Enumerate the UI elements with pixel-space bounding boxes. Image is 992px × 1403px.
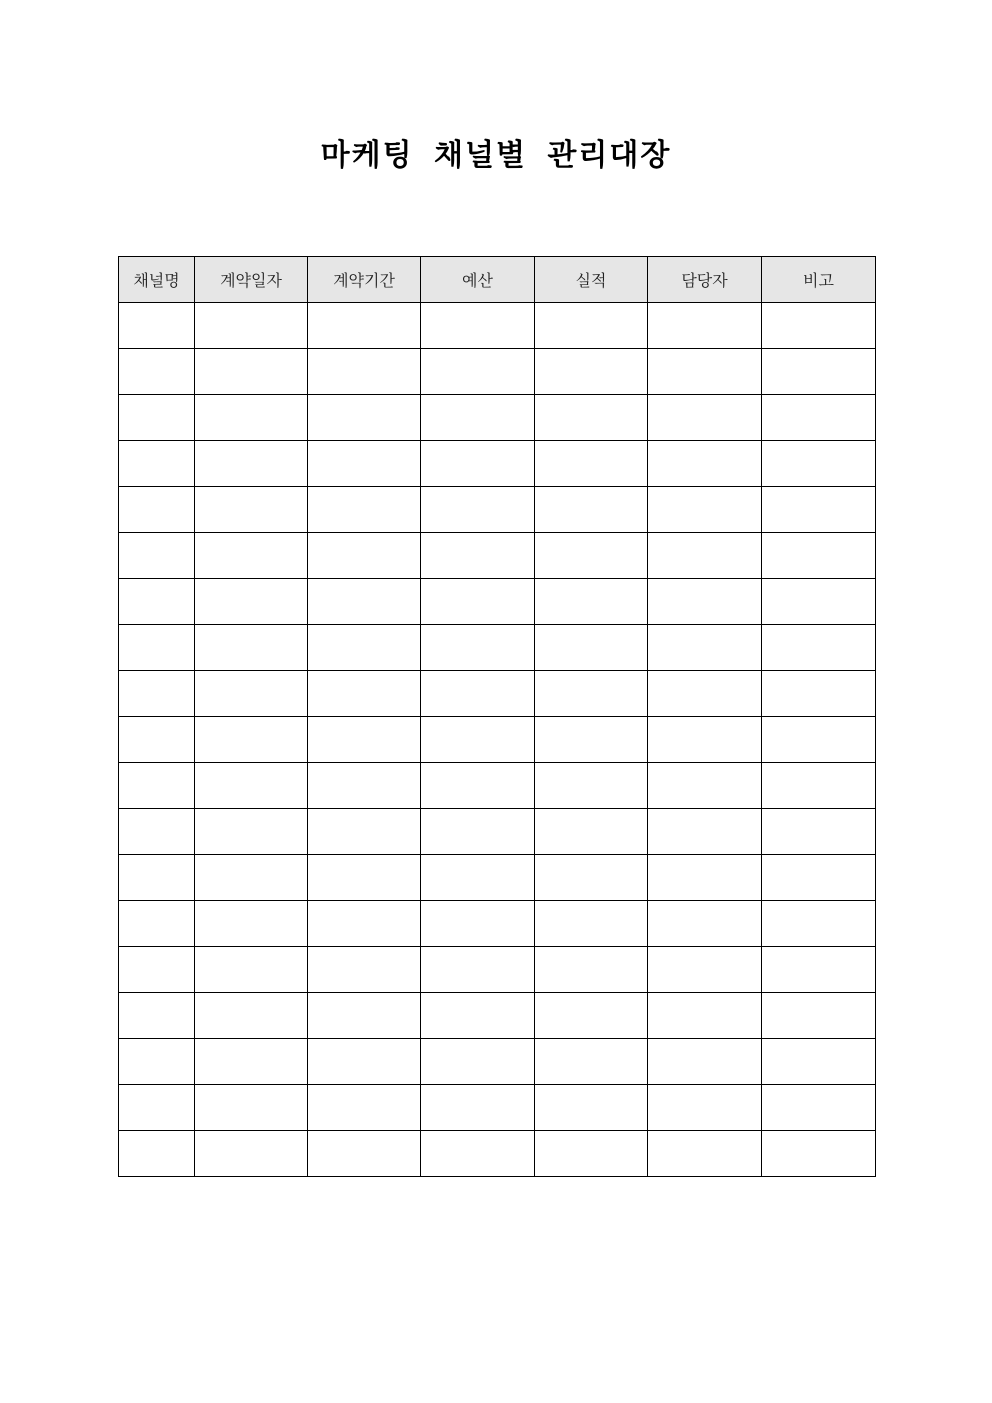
table-cell-manager[interactable]	[648, 809, 762, 855]
page-title: 마케팅 채널별 관리대장	[320, 138, 672, 173]
table-row	[119, 533, 876, 579]
table-row	[119, 993, 876, 1039]
table-cell-contract-date[interactable]	[195, 717, 308, 763]
table-cell-contract-date[interactable]	[195, 993, 308, 1039]
table-cell-performance[interactable]	[535, 533, 648, 579]
table-cell-manager[interactable]	[648, 579, 762, 625]
header-row	[119, 257, 876, 303]
table-cell-budget[interactable]	[421, 441, 535, 487]
table-row	[119, 763, 876, 809]
table-cell-manager[interactable]	[648, 993, 762, 1039]
table-cell-contract-period[interactable]	[308, 303, 421, 349]
table-row	[119, 855, 876, 901]
table-cell-contract-date[interactable]	[195, 763, 308, 809]
table-row	[119, 579, 876, 625]
table-row	[119, 901, 876, 947]
table-row	[119, 625, 876, 671]
table-row	[119, 303, 876, 349]
table-cell-contract-period[interactable]	[308, 533, 421, 579]
table-row	[119, 947, 876, 993]
table-cell-budget[interactable]	[421, 349, 535, 395]
table-cell-performance[interactable]	[535, 487, 648, 533]
table-cell-manager[interactable]	[648, 395, 762, 441]
table-cell-channel[interactable]	[119, 671, 195, 717]
table-cell-channel[interactable]	[119, 579, 195, 625]
table-cell-manager[interactable]	[648, 855, 762, 901]
table-cell-budget[interactable]	[421, 1039, 535, 1085]
table-cell-remarks[interactable]	[762, 1131, 876, 1177]
table-body	[119, 303, 876, 1177]
table-cell-contract-date[interactable]	[195, 303, 308, 349]
column-header-manager: 담당자	[648, 257, 762, 303]
table-cell-remarks[interactable]	[762, 947, 876, 993]
table-cell-remarks[interactable]	[762, 395, 876, 441]
table-cell-contract-date[interactable]	[195, 441, 308, 487]
table-cell-channel[interactable]	[119, 993, 195, 1039]
table-cell-remarks[interactable]	[762, 717, 876, 763]
table-cell-channel[interactable]	[119, 1039, 195, 1085]
column-header-budget: 예산	[421, 257, 535, 303]
table-cell-remarks[interactable]	[762, 349, 876, 395]
table-cell-manager[interactable]	[648, 947, 762, 993]
table-cell-budget[interactable]	[421, 395, 535, 441]
table-cell-manager[interactable]	[648, 533, 762, 579]
table-cell-contract-period[interactable]	[308, 1085, 421, 1131]
column-header-remarks: 비고	[762, 257, 876, 303]
table-cell-contract-period[interactable]	[308, 625, 421, 671]
table-cell-budget[interactable]	[421, 533, 535, 579]
table-row	[119, 395, 876, 441]
table-cell-contract-date[interactable]	[195, 1131, 308, 1177]
table-cell-budget[interactable]	[421, 625, 535, 671]
table-cell-performance[interactable]	[535, 993, 648, 1039]
table-cell-performance[interactable]	[535, 717, 648, 763]
table-cell-remarks[interactable]	[762, 671, 876, 717]
table-cell-contract-period[interactable]	[308, 993, 421, 1039]
table-cell-performance[interactable]	[535, 901, 648, 947]
table-cell-manager[interactable]	[648, 625, 762, 671]
table-cell-budget[interactable]	[421, 855, 535, 901]
table-cell-manager[interactable]	[648, 1039, 762, 1085]
table-cell-performance[interactable]	[535, 1085, 648, 1131]
table-row	[119, 1131, 876, 1177]
table-cell-contract-date[interactable]	[195, 1085, 308, 1131]
table-cell-contract-period[interactable]	[308, 855, 421, 901]
table-cell-contract-period[interactable]	[308, 671, 421, 717]
table-cell-manager[interactable]	[648, 763, 762, 809]
table-cell-contract-period[interactable]	[308, 487, 421, 533]
table-cell-contract-date[interactable]	[195, 533, 308, 579]
table-cell-budget[interactable]	[421, 1131, 535, 1177]
table-cell-remarks[interactable]	[762, 303, 876, 349]
table-cell-budget[interactable]	[421, 763, 535, 809]
table-cell-contract-period[interactable]	[308, 579, 421, 625]
table-row	[119, 441, 876, 487]
table-cell-performance[interactable]	[535, 1039, 648, 1085]
table-cell-contract-date[interactable]	[195, 349, 308, 395]
table-row	[119, 1039, 876, 1085]
table-cell-manager[interactable]	[648, 349, 762, 395]
table-cell-contract-period[interactable]	[308, 349, 421, 395]
table-cell-contract-period[interactable]	[308, 395, 421, 441]
table-cell-performance[interactable]	[535, 441, 648, 487]
table-cell-contract-date[interactable]	[195, 579, 308, 625]
table-row	[119, 717, 876, 763]
column-header-contract-period: 계약기간	[308, 257, 421, 303]
table-row	[119, 349, 876, 395]
table-cell-contract-date[interactable]	[195, 1039, 308, 1085]
table-cell-channel[interactable]	[119, 533, 195, 579]
table-cell-channel[interactable]	[119, 487, 195, 533]
table-cell-budget[interactable]	[421, 303, 535, 349]
table-cell-contract-date[interactable]	[195, 855, 308, 901]
table-cell-channel[interactable]	[119, 349, 195, 395]
table-cell-contract-period[interactable]	[308, 717, 421, 763]
table-cell-remarks[interactable]	[762, 533, 876, 579]
table-cell-channel[interactable]	[119, 1085, 195, 1131]
table-cell-manager[interactable]	[648, 487, 762, 533]
table-cell-channel[interactable]	[119, 1131, 195, 1177]
table-cell-budget[interactable]	[421, 579, 535, 625]
table-cell-channel[interactable]	[119, 395, 195, 441]
table-cell-manager[interactable]	[648, 1131, 762, 1177]
table-cell-remarks[interactable]	[762, 487, 876, 533]
table-cell-budget[interactable]	[421, 947, 535, 993]
table-cell-contract-period[interactable]	[308, 1131, 421, 1177]
table-cell-remarks[interactable]	[762, 625, 876, 671]
table-header	[119, 257, 876, 303]
table-cell-channel[interactable]	[119, 303, 195, 349]
table-cell-manager[interactable]	[648, 303, 762, 349]
table-cell-performance[interactable]	[535, 349, 648, 395]
table-cell-contract-date[interactable]	[195, 395, 308, 441]
table-cell-manager[interactable]	[648, 671, 762, 717]
table-cell-contract-date[interactable]	[195, 625, 308, 671]
table-cell-performance[interactable]	[535, 395, 648, 441]
table-cell-channel[interactable]	[119, 625, 195, 671]
column-header-channel: 채널명	[119, 257, 195, 303]
table-cell-contract-period[interactable]	[308, 947, 421, 993]
table-cell-budget[interactable]	[421, 901, 535, 947]
table-row	[119, 487, 876, 533]
table-cell-performance[interactable]	[535, 625, 648, 671]
table-cell-remarks[interactable]	[762, 901, 876, 947]
table-cell-remarks[interactable]	[762, 441, 876, 487]
column-header-performance: 실적	[535, 257, 648, 303]
table-cell-manager[interactable]	[648, 901, 762, 947]
table-cell-contract-period[interactable]	[308, 901, 421, 947]
table-cell-remarks[interactable]	[762, 809, 876, 855]
table-cell-performance[interactable]	[535, 809, 648, 855]
table-cell-remarks[interactable]	[762, 763, 876, 809]
table-cell-channel[interactable]	[119, 855, 195, 901]
table-cell-contract-period[interactable]	[308, 763, 421, 809]
table-cell-channel[interactable]	[119, 809, 195, 855]
table-row	[119, 1085, 876, 1131]
table-cell-remarks[interactable]	[762, 579, 876, 625]
table-cell-performance[interactable]	[535, 763, 648, 809]
table-cell-remarks[interactable]	[762, 993, 876, 1039]
table-cell-budget[interactable]	[421, 993, 535, 1039]
table-row	[119, 671, 876, 717]
table-cell-contract-period[interactable]	[308, 1039, 421, 1085]
table-cell-contract-date[interactable]	[195, 487, 308, 533]
table-cell-contract-period[interactable]	[308, 809, 421, 855]
table-cell-contract-date[interactable]	[195, 809, 308, 855]
table-cell-performance[interactable]	[535, 579, 648, 625]
table-cell-budget[interactable]	[421, 809, 535, 855]
table-cell-manager[interactable]	[648, 717, 762, 763]
table-cell-remarks[interactable]	[762, 1039, 876, 1085]
table-cell-contract-date[interactable]	[195, 947, 308, 993]
table-cell-performance[interactable]	[535, 671, 648, 717]
table-cell-budget[interactable]	[421, 1085, 535, 1131]
table-cell-channel[interactable]	[119, 717, 195, 763]
ledger-table	[118, 256, 876, 1177]
table-cell-contract-date[interactable]	[195, 671, 308, 717]
table-cell-budget[interactable]	[421, 717, 535, 763]
table-cell-performance[interactable]	[535, 303, 648, 349]
table-cell-budget[interactable]	[421, 671, 535, 717]
table-cell-performance[interactable]	[535, 855, 648, 901]
table-cell-channel[interactable]	[119, 901, 195, 947]
column-header-contract-date: 계약일자	[195, 257, 308, 303]
table-cell-performance[interactable]	[535, 947, 648, 993]
table-cell-manager[interactable]	[648, 441, 762, 487]
table-cell-performance[interactable]	[535, 1131, 648, 1177]
table-row	[119, 809, 876, 855]
table-cell-contract-period[interactable]	[308, 441, 421, 487]
table-cell-channel[interactable]	[119, 947, 195, 993]
table-cell-channel[interactable]	[119, 441, 195, 487]
table-cell-manager[interactable]	[648, 1085, 762, 1131]
table-cell-budget[interactable]	[421, 487, 535, 533]
table-cell-contract-date[interactable]	[195, 901, 308, 947]
table-cell-remarks[interactable]	[762, 1085, 876, 1131]
table-cell-remarks[interactable]	[762, 855, 876, 901]
table-cell-channel[interactable]	[119, 763, 195, 809]
